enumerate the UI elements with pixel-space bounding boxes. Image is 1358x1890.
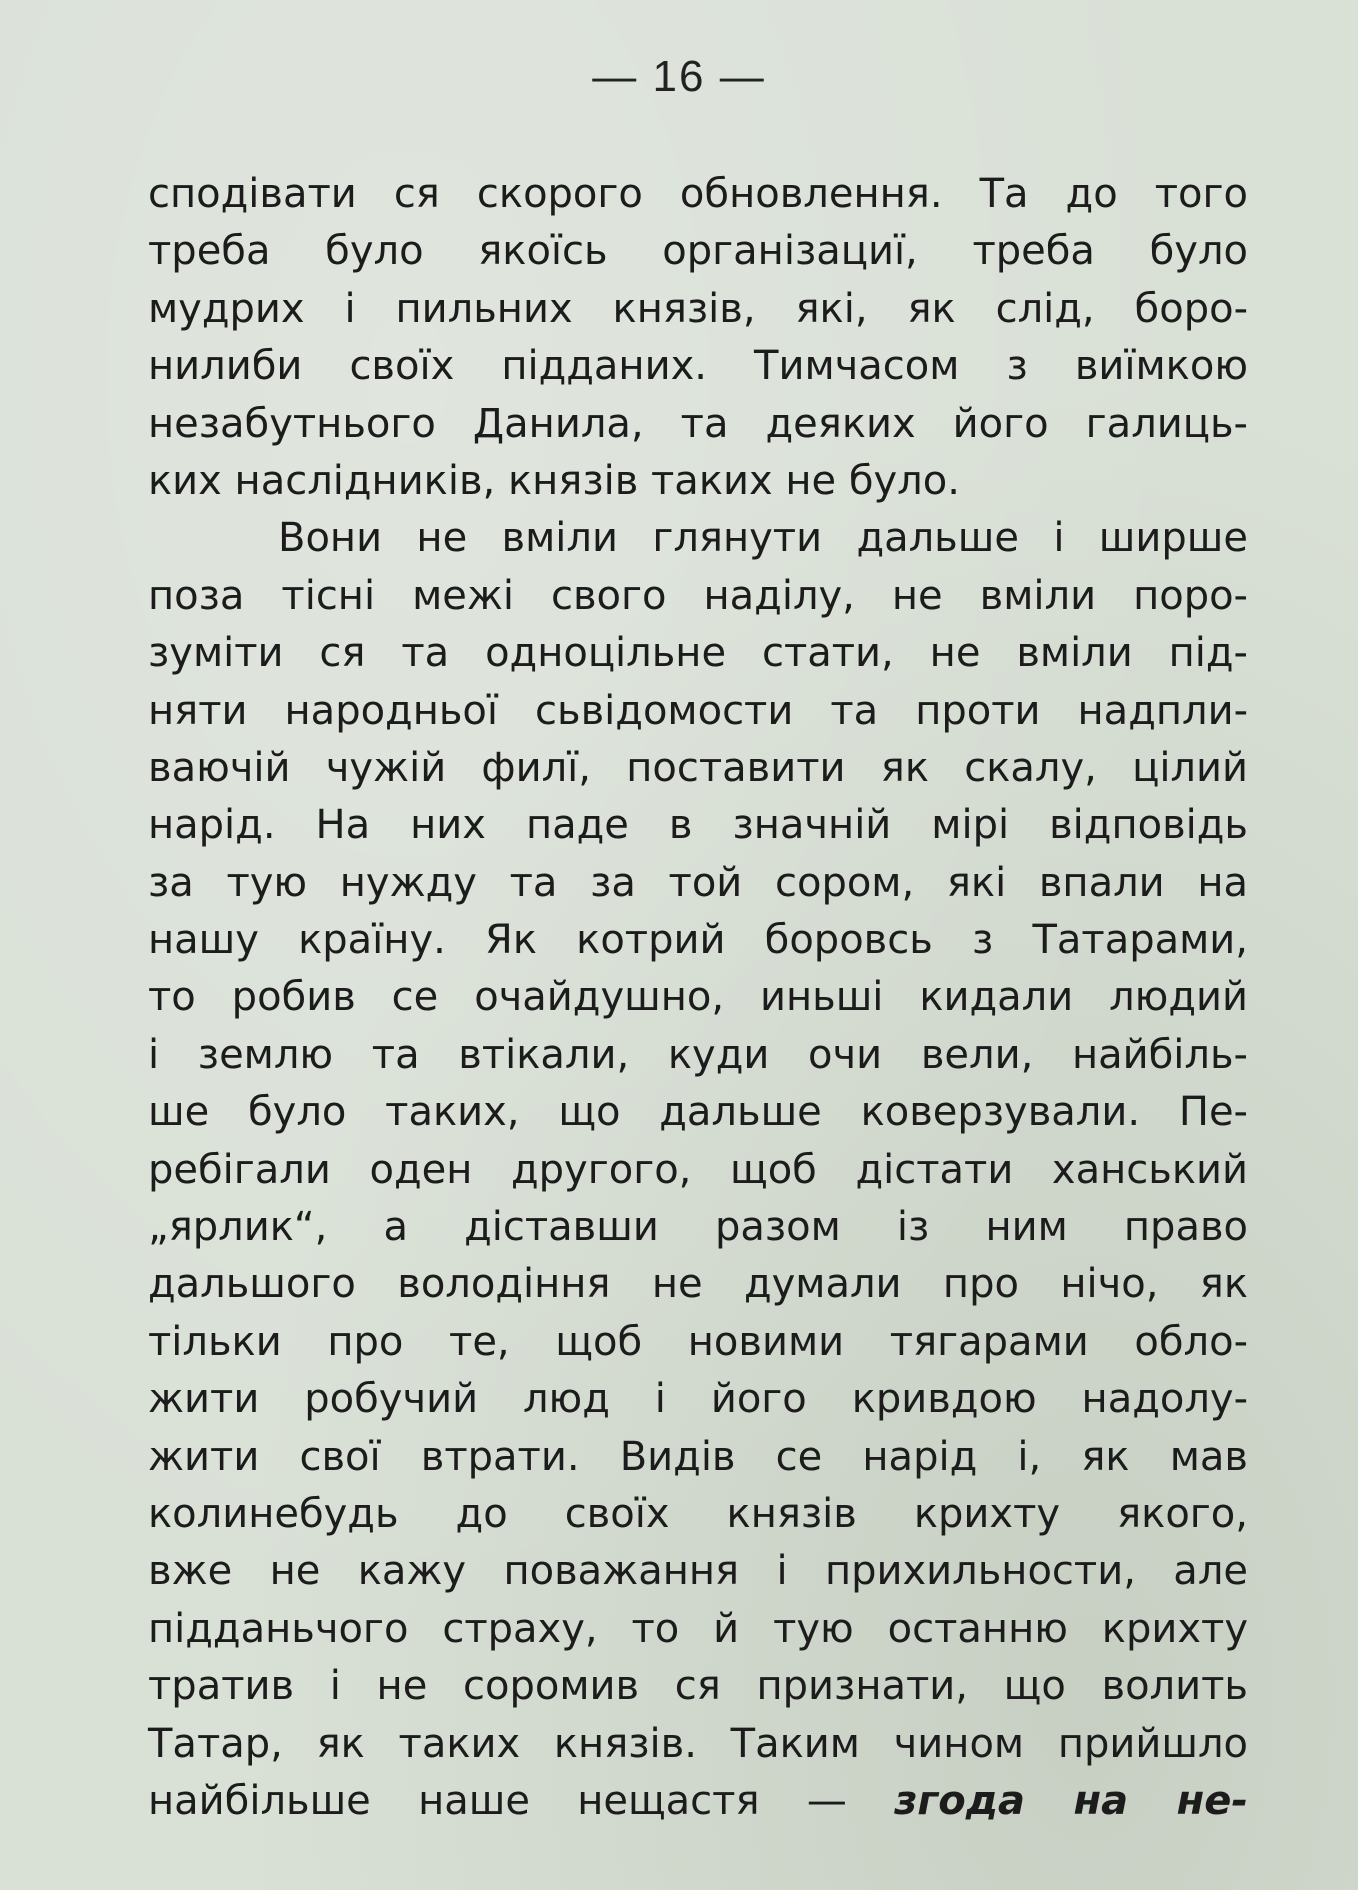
text-line: жити свої втрати. Видів се нарід і, як мав	[148, 1433, 1248, 1480]
paragraph-2	[148, 510, 1248, 1830]
text-line-final	[148, 1773, 1248, 1830]
text-line: жити робучий люд і його кривдою надолу-	[148, 1376, 1248, 1423]
text-line: то робив се очайдушно, иньші кидали людий	[148, 974, 1248, 1021]
text-line: нилиби своїх підданих. Тимчасом з виїмкою	[148, 343, 1248, 390]
text-line: за тую нужду та за той сором, які впали на	[148, 859, 1248, 906]
paragraph-1	[148, 166, 1248, 510]
text-line: Вони не вміли глянути дальше і ширше	[278, 515, 1248, 562]
text-line: незабутнього Данила, та деяких його галиць-	[148, 400, 1248, 447]
text-line: тільки про те, щоб новими тягарами обло-	[148, 1318, 1248, 1365]
text-line: зуміти ся та одноцільне стати, не вміли під-	[148, 630, 1248, 677]
text-line: ребігали оден другого, щоб дістати ханський	[148, 1146, 1248, 1193]
text-line: колинебудь до своїх князів крихту якого,	[148, 1490, 1248, 1537]
text-line: ких наслідників, князів таких не було.	[148, 457, 960, 504]
text-line: нарід. На них паде в значній мірі відповідь	[148, 802, 1248, 849]
text-line: вже не кажу поважання і прихильности, але	[148, 1548, 1248, 1595]
text-line: мудрих і пильних князів, які, як слід, боро-	[148, 285, 1248, 332]
text-line: тратив і не соромив ся признати, що волить	[148, 1663, 1248, 1710]
final-line-emphasis: згода на не-	[894, 1777, 1248, 1824]
text-line: і землю та втікали, куди очи вели, найбіль-	[148, 1031, 1248, 1078]
text-line: підданьчого страху, то й тую останню крихту	[148, 1605, 1248, 1652]
page-number: — 16 —	[592, 52, 766, 101]
text-line: „ярлик“, а діставши разом із ним право	[148, 1204, 1248, 1251]
body-text	[148, 166, 1248, 1830]
text-line: сподівати ся скорого обновлення. Та до того	[148, 171, 1248, 217]
text-line: ваючій чужій филї, поставити як скалу, цілий	[148, 744, 1248, 791]
text-line: дальшого володіння не думали про нічо, як	[148, 1261, 1248, 1308]
text-line: няти народньої сьвідомости та проти надпли-	[148, 687, 1248, 734]
text-line: ше було таких, що дальше коверзували. Пе-	[148, 1089, 1248, 1136]
text-line: треба було якоїсь організациї, треба було	[148, 228, 1248, 275]
text-line: нашу країну. Як котрий боровсь з Татарами,	[148, 917, 1248, 964]
final-line-plain: найбільше наше нещастя —	[148, 1777, 847, 1824]
text-line: поза тісні межі свого наділу, не вміли поро-	[148, 572, 1248, 619]
text-line: Татар, як таких князів. Таким чином прийшло	[148, 1720, 1248, 1767]
